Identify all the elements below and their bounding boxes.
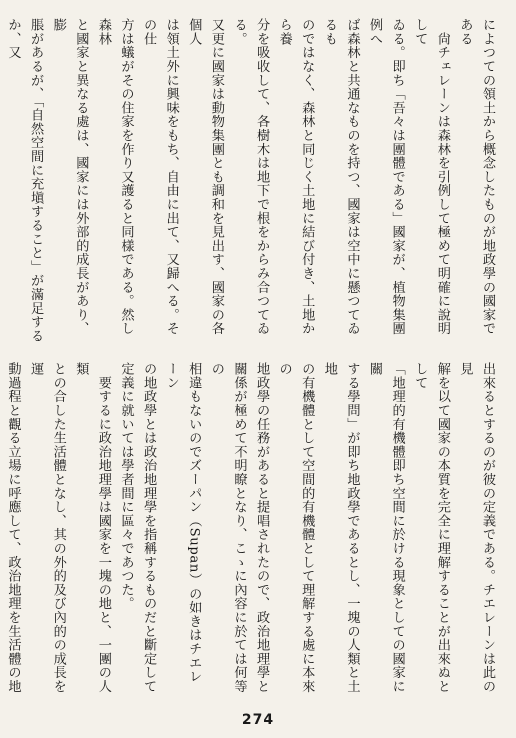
upper-text-block: によつての領土から概念したものが地政學の國家である 尙チェレーンは森林を引例して極めて明確に說明して ゐる。即ち「吾々は團體である」國家が、植物集團例へ ば森林と共通なものを持つ、國家は空中に懸つてゐるも のではなく、森林と同じく土地に結び付き、土地から養 分を吸收して、各樹木は地下で根をからみ合つてゐる。 又更に國家は動物集團とも調和を見出す、國家の各個人 は領土外に興味をもち、自由に出て、又歸へる。その仕 方は蟻がその住家を作り又護ると同樣である。然し森林 と國家と異なる處は、國家には外部的成長があり、膨 脹があるが、「自然空間に充塡すること」が滿足するか、又	[5, 18, 495, 343]
lower-text-block: 出來るとするのが彼の定義である。チエレーンは此の見 解を以て國家の本質を完全に理解することが出來ぬとして 「地理的有機體即ち空間に於ける現象としての國家に關 する學問」が即ち地政學であるとし、一塊の人類と土地 の有機體として空間的有機體として理解する處に本來の 地政學の任務があると提唱されたので、政治地理學と 關係が極めて不明瞭となり、こゝに內容に於ては何等の 相違もないのでズーパン（Supan）の如きはチエレーン の地政學とは政治地理學を指稱するものだと斷定して 定義に就いては學者間に區々であつた。 要するに政治地理學は國家を一塊の地と、一團の人類 との合した生活體となし、其の外的及び內的の成長を運 動過程と觀る立場に呼應して、政治地理を生活體の地	[5, 362, 495, 694]
page-number: 274	[241, 712, 275, 728]
